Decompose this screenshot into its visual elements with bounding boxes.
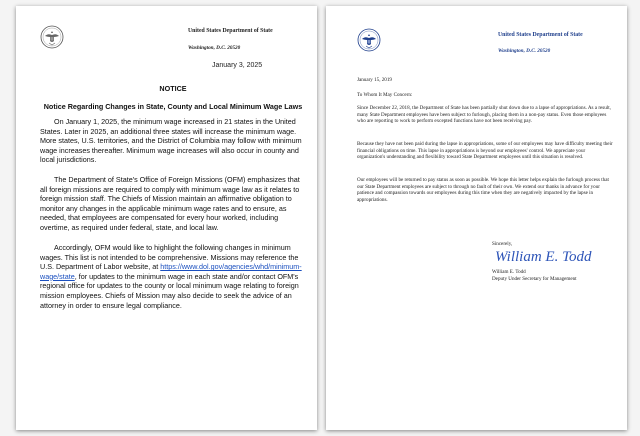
state-seal-icon xyxy=(40,25,64,49)
letterhead-dept: United States Department of State xyxy=(188,28,273,34)
notice-date: January 3, 2025 xyxy=(212,62,263,69)
signature-text: William E. Todd xyxy=(495,249,592,265)
notice-paragraph-3: Accordingly, OFM would like to highlight the following changes in minimum wages. This list is not intended to be comprehensive. Missions may reference the U.S. Department of Labor website, at https://www.dol.gov/agencies/whd/minimum-wage/state, for updates to the minimum wage in each state and/or contact OFM's regional office for updates to the county or local minimum wage relating to foreign mission employees. Chiefs of Mission may also decide to seek the advice of an attorney in order to ensure legal compliance. xyxy=(40,243,302,310)
letter-salutation: To Whom It May Concern: xyxy=(357,92,413,98)
letter-paragraph-2: Because they have not been paid during the lapse in appropriations, some of our employees may have difficulty meeting their financial obligations on time. This lapse in appropriations is beyond our employees' control. We appreciate your organization's understanding and flexibility toward State Department employees until this situation is resolved. xyxy=(357,141,613,160)
letter-page xyxy=(326,6,627,430)
state-seal-icon xyxy=(357,28,381,52)
letter-paragraph-3: Our employees will be returned to pay status as soon as possible. We hope this letter helps explain the furlough process that our State Department employees are subject to through no fault of their own. We extend our thanks in advance for your patience and compassion towards our employees during this time when they are negatively impacted by the lapse in appropriations. xyxy=(357,177,609,203)
letter-date: January 15, 2019 xyxy=(357,77,392,83)
notice-subject: Notice Regarding Changes in State, County and Local Minimum Wage Laws xyxy=(43,102,303,111)
signature-image xyxy=(493,246,605,266)
dol-minimum-wage-link[interactable]: https://www.dol.gov/agencies/whd/minimum-wage/state xyxy=(40,262,302,281)
letterhead-dept: United States Department of State xyxy=(498,32,583,38)
letter-paragraph-1: Since December 22, 2018, the Department of State has been partially shut down due to a lapse of appropriations. As a result, many State Department employees have been subject to furlough, placing them in a non-pay status. Even those employees who are reporting to work to perform excepted functions have not been receiving pay. xyxy=(357,105,611,124)
notice-paragraph-2: The Department of State's Office of Foreign Missions (OFM) emphasizes that all foreign missions are required to comply with minimum wage law as it relates to foreign mission staff. The Chiefs of Mission maintain an affirmative obligation to monitor any changes in the applicable minimum wage rates and to ensure, as needed, that employees are compensated for every hour worked, including overtime, as required under federal, state, and local law. xyxy=(40,175,300,232)
signer-title: Deputy Under Secretary for Management xyxy=(492,276,577,282)
letter-closing: Sincerely, xyxy=(492,241,513,247)
letterhead-city: Washington, D.C. 20520 xyxy=(188,45,241,51)
notice-heading: NOTICE xyxy=(159,84,187,93)
notice-paragraph-1: On January 1, 2025, the minimum wage increased in 21 states in the United States. Later in 2025, an additional three states will increase the minimum wage. More states, U.S. territories, and the District of Columbia may follow with minimum wage increases thereafter. Minimum wage increases will also occur in county and local jurisdictions. xyxy=(40,117,302,165)
signer-name: William E. Todd xyxy=(492,269,526,275)
notice-page xyxy=(16,6,317,430)
letterhead-city: Washington, D.C. 20520 xyxy=(498,48,551,54)
